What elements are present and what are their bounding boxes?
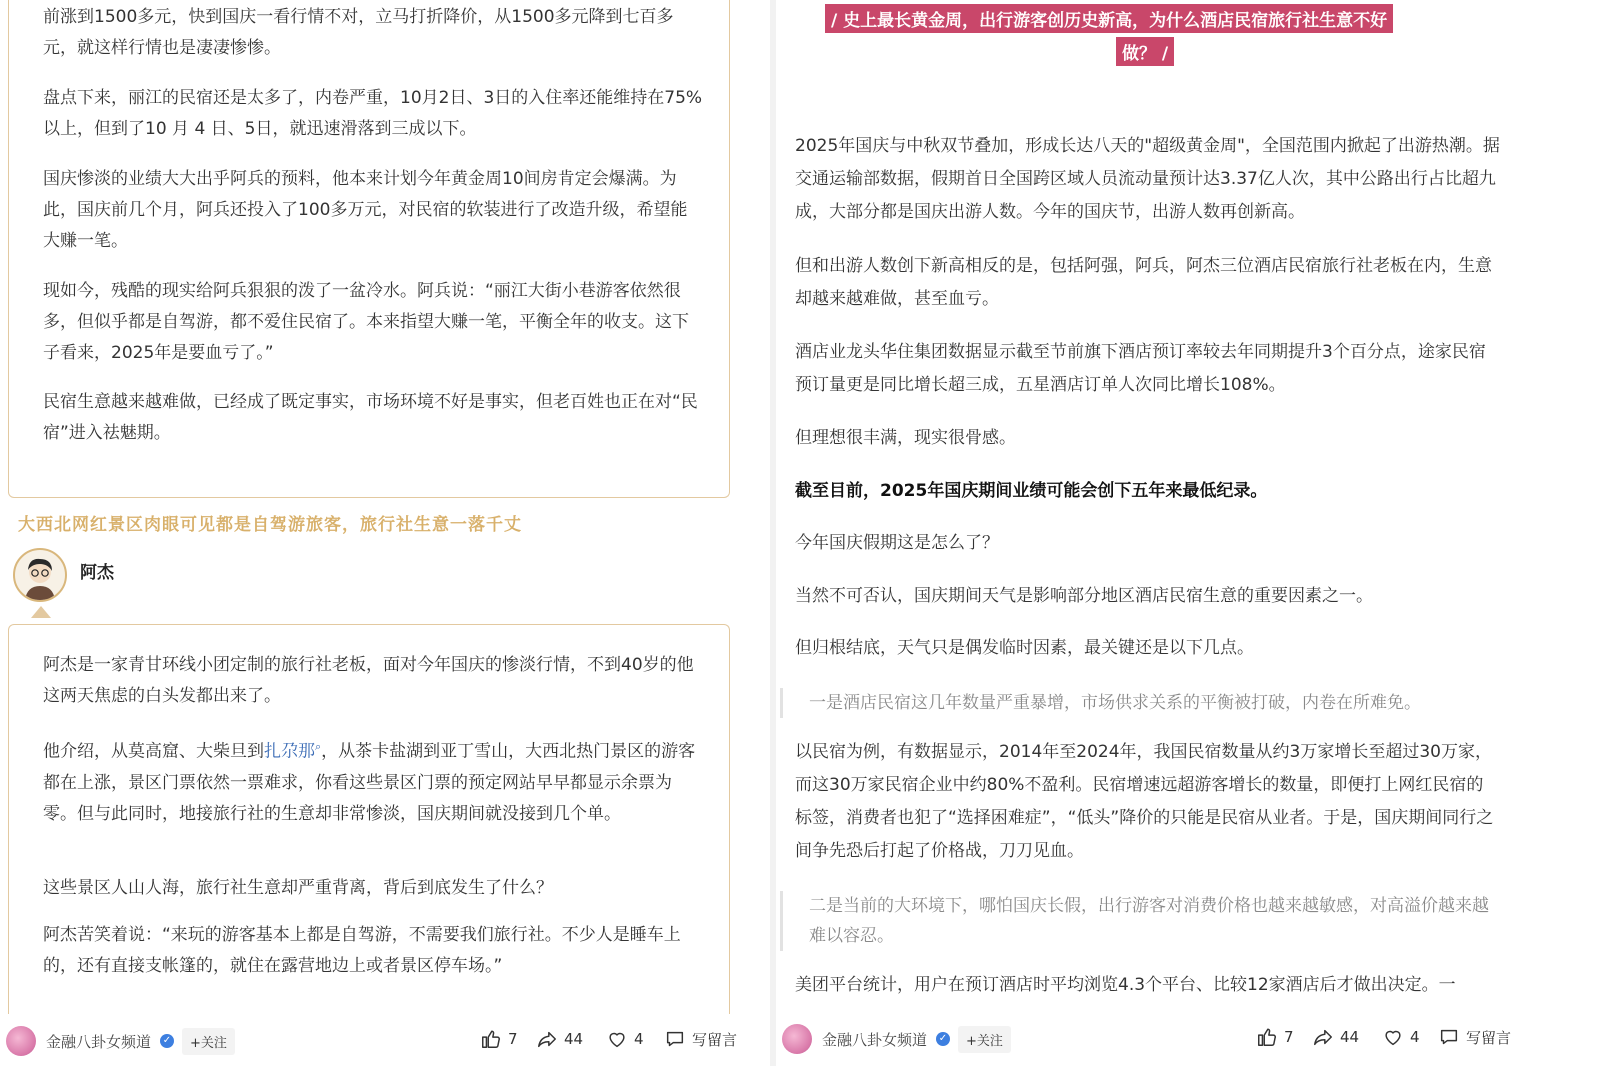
comment-label: 写留言 — [692, 1030, 738, 1049]
action-bar — [0, 1014, 765, 1066]
action-bar — [780, 1014, 1600, 1066]
share-count: 44 — [564, 1030, 584, 1048]
paragraph: 盘点下来，丽江的民宿还是太多了，内卷严重，10月2日、3日的入住率还能维持在75%以上，但到了10 月 4 日、5日，就迅速滑落到三成以下。 — [43, 88, 703, 139]
verified-icon: ✓ — [160, 1034, 174, 1048]
paragraph — [43, 731, 703, 830]
paragraph-text: ，从茶卡盐湖到亚丁雪山，大西北热门景区的游客都在上涨，景区门票依然一票难求，你看这些景区门票的预定网站早早都显示余票为零。但与此同时，地接旅行社的生意却非常惨淡，国庆期间就没接到几个单。 — [43, 741, 696, 824]
paragraph-text: 他介绍，从莫高窟、大柴旦到 — [43, 741, 264, 762]
person-name: 阿杰 — [80, 563, 114, 583]
paragraph: 阿杰是一家青甘环线小团定制的旅行社老板，面对今年国庆的惨淡行情，不到40岁的他这两天焦虑的白头发都出来了。 — [43, 655, 694, 706]
favorite-count: 4 — [634, 1030, 644, 1048]
paragraph: 前涨到1500多元，快到国庆一看行情不对，立马打折降价，从1500多元降到七百多元，就这样行情也是凄凄惨惨。 — [43, 7, 674, 58]
place-link[interactable]: 扎尕那 — [264, 741, 315, 762]
like-count: 7 — [508, 1030, 518, 1048]
like-button[interactable] — [480, 1028, 518, 1050]
paragraph: 今年国庆假期这是怎么了？ — [795, 533, 999, 553]
banner-title: 做？ / — [1116, 37, 1174, 66]
channel-avatar[interactable] — [782, 1024, 812, 1054]
section-title: 大西北网红景区肉眼可见都是自驾游旅客，旅行社生意一落千丈 — [18, 515, 522, 535]
paragraph: 民宿生意越来越难做，已经成了既定事实，市场环境不好是事实，但老百姓也正在对“民宿”进入祛魅期。 — [43, 392, 698, 443]
comment-label: 写留言 — [1466, 1028, 1512, 1047]
paragraph: 酒店业龙头华住集团数据显示截至节前旗下酒店预订率较去年同期提升3个百分点，途家民宿预订量更是同比增长超三成，五星酒店订单人次同比增长108%。 — [795, 342, 1486, 395]
paragraph: 但归根结底，天气只是偶发临时因素，最关键还是以下几点。 — [795, 638, 1254, 658]
like-button[interactable] — [1256, 1026, 1294, 1048]
share-button[interactable] — [1312, 1026, 1359, 1048]
paragraph: 国庆惨淡的业绩大大出乎阿兵的预料，他本来计划今年黄金周10间房肯定会爆满。为此，国庆前几个月，阿兵还投入了100多万元，对民宿的软装进行了改造升级，希望能大赚一笔。 — [43, 169, 688, 251]
share-button[interactable] — [536, 1028, 583, 1050]
comment-icon — [664, 1028, 686, 1050]
share-icon — [1312, 1026, 1334, 1048]
paragraph: 但理想很丰满，现实很骨感。 — [795, 428, 1016, 448]
banner-title: / 史上最长黄金周，出行游客创历史新高，为什么酒店民宿旅行社生意不好 — [825, 4, 1393, 33]
paragraph: 阿杰苦笑着说：“来玩的游客基本上都是自驾游，不需要我们旅行社。不少人是睡车上的，还有直接支帐篷的，就住在露营地边上或者景区停车场。” — [43, 925, 681, 976]
comment-button[interactable] — [1438, 1026, 1511, 1048]
paragraph-bold: 截至目前，2025年国庆期间业绩可能会创下五年来最低纪录。 — [795, 481, 1268, 501]
panel-divider — [770, 0, 776, 1066]
channel-avatar[interactable] — [6, 1026, 36, 1056]
search-icon[interactable]: ⌕ — [315, 740, 322, 753]
paragraph: 现如今，残酷的现实给阿兵狠狠的泼了一盆冷水。阿兵说：“丽江大街小巷游客依然很多，但似乎都是自驾游，都不爱住民宿了。本来指望大赚一笔，平衡全年的收支。这下子看来，2025年是要血亏了。” — [43, 281, 689, 363]
avatar-pointer — [31, 606, 51, 618]
follow-button[interactable]: +关注 — [182, 1028, 235, 1055]
left-article-panel — [0, 0, 765, 1066]
avatar — [13, 548, 67, 602]
like-count: 7 — [1284, 1028, 1294, 1046]
channel-name[interactable]: 金融八卦女频道 — [46, 1033, 152, 1051]
paragraph: 这些景区人山人海，旅行社生意却严重背离，背后到底发生了什么？ — [43, 878, 553, 898]
comment-button[interactable] — [664, 1028, 737, 1050]
paragraph: 2025年国庆与中秋双节叠加，形成长达八天的"超级黄金周"，全国范围内掀起了出游热潮。据交通运输部数据，假期首日全国跨区域人员流动量预计达3.37亿人次，其中公路出行占比超九成，大部分都是国庆出游人数。今年的国庆节，出游人数再创新高。 — [795, 136, 1500, 222]
share-count: 44 — [1340, 1028, 1360, 1046]
follow-button[interactable]: +关注 — [958, 1026, 1011, 1053]
favorite-count: 4 — [1410, 1028, 1420, 1046]
comment-icon — [1438, 1026, 1460, 1048]
person-avatar-icon — [15, 550, 65, 600]
paragraph: 当然不可否认，国庆期间天气是影响部分地区酒店民宿生意的重要因素之一。 — [795, 586, 1373, 606]
favorite-button[interactable] — [606, 1028, 644, 1050]
channel-name[interactable]: 金融八卦女频道 — [822, 1031, 928, 1049]
heart-icon — [606, 1028, 628, 1050]
favorite-button[interactable] — [1382, 1026, 1420, 1048]
paragraph: 以民宿为例，有数据显示，2014年至2024年，我国民宿数量从约3万家增长至超过30万家，而这30万家民宿企业中约80%不盈利。民宿增速远超游客增长的数量，即便打上网红民宿的标签，消费者也犯了“选择困难症”，“低头”降价的只能是民宿从业者。于是，国庆期间同行之间争先恐后打起了价格战，刀刀见血。 — [795, 742, 1494, 861]
blockquote: 二是当前的大环境下，哪怕国庆长假，出行游客对消费价格也越来越敏感，对高溢价越来越难以容忍。 — [780, 891, 1502, 951]
thumbs-up-icon — [1256, 1026, 1278, 1048]
paragraph: 但和出游人数创下新高相反的是，包括阿强，阿兵，阿杰三位酒店民宿旅行社老板在内，生意却越来越难做，甚至血亏。 — [795, 256, 1492, 309]
heart-icon — [1382, 1026, 1404, 1048]
share-icon — [536, 1028, 558, 1050]
blockquote: 一是酒店民宿这几年数量严重暴增，市场供求关系的平衡被打破，内卷在所难免。 — [780, 688, 1502, 718]
verified-icon: ✓ — [936, 1032, 950, 1046]
thumbs-up-icon — [480, 1028, 502, 1050]
paragraph: 美团平台统计，用户在预订酒店时平均浏览4.3个平台、比较12家酒店后才做出决定。一 — [795, 975, 1456, 995]
